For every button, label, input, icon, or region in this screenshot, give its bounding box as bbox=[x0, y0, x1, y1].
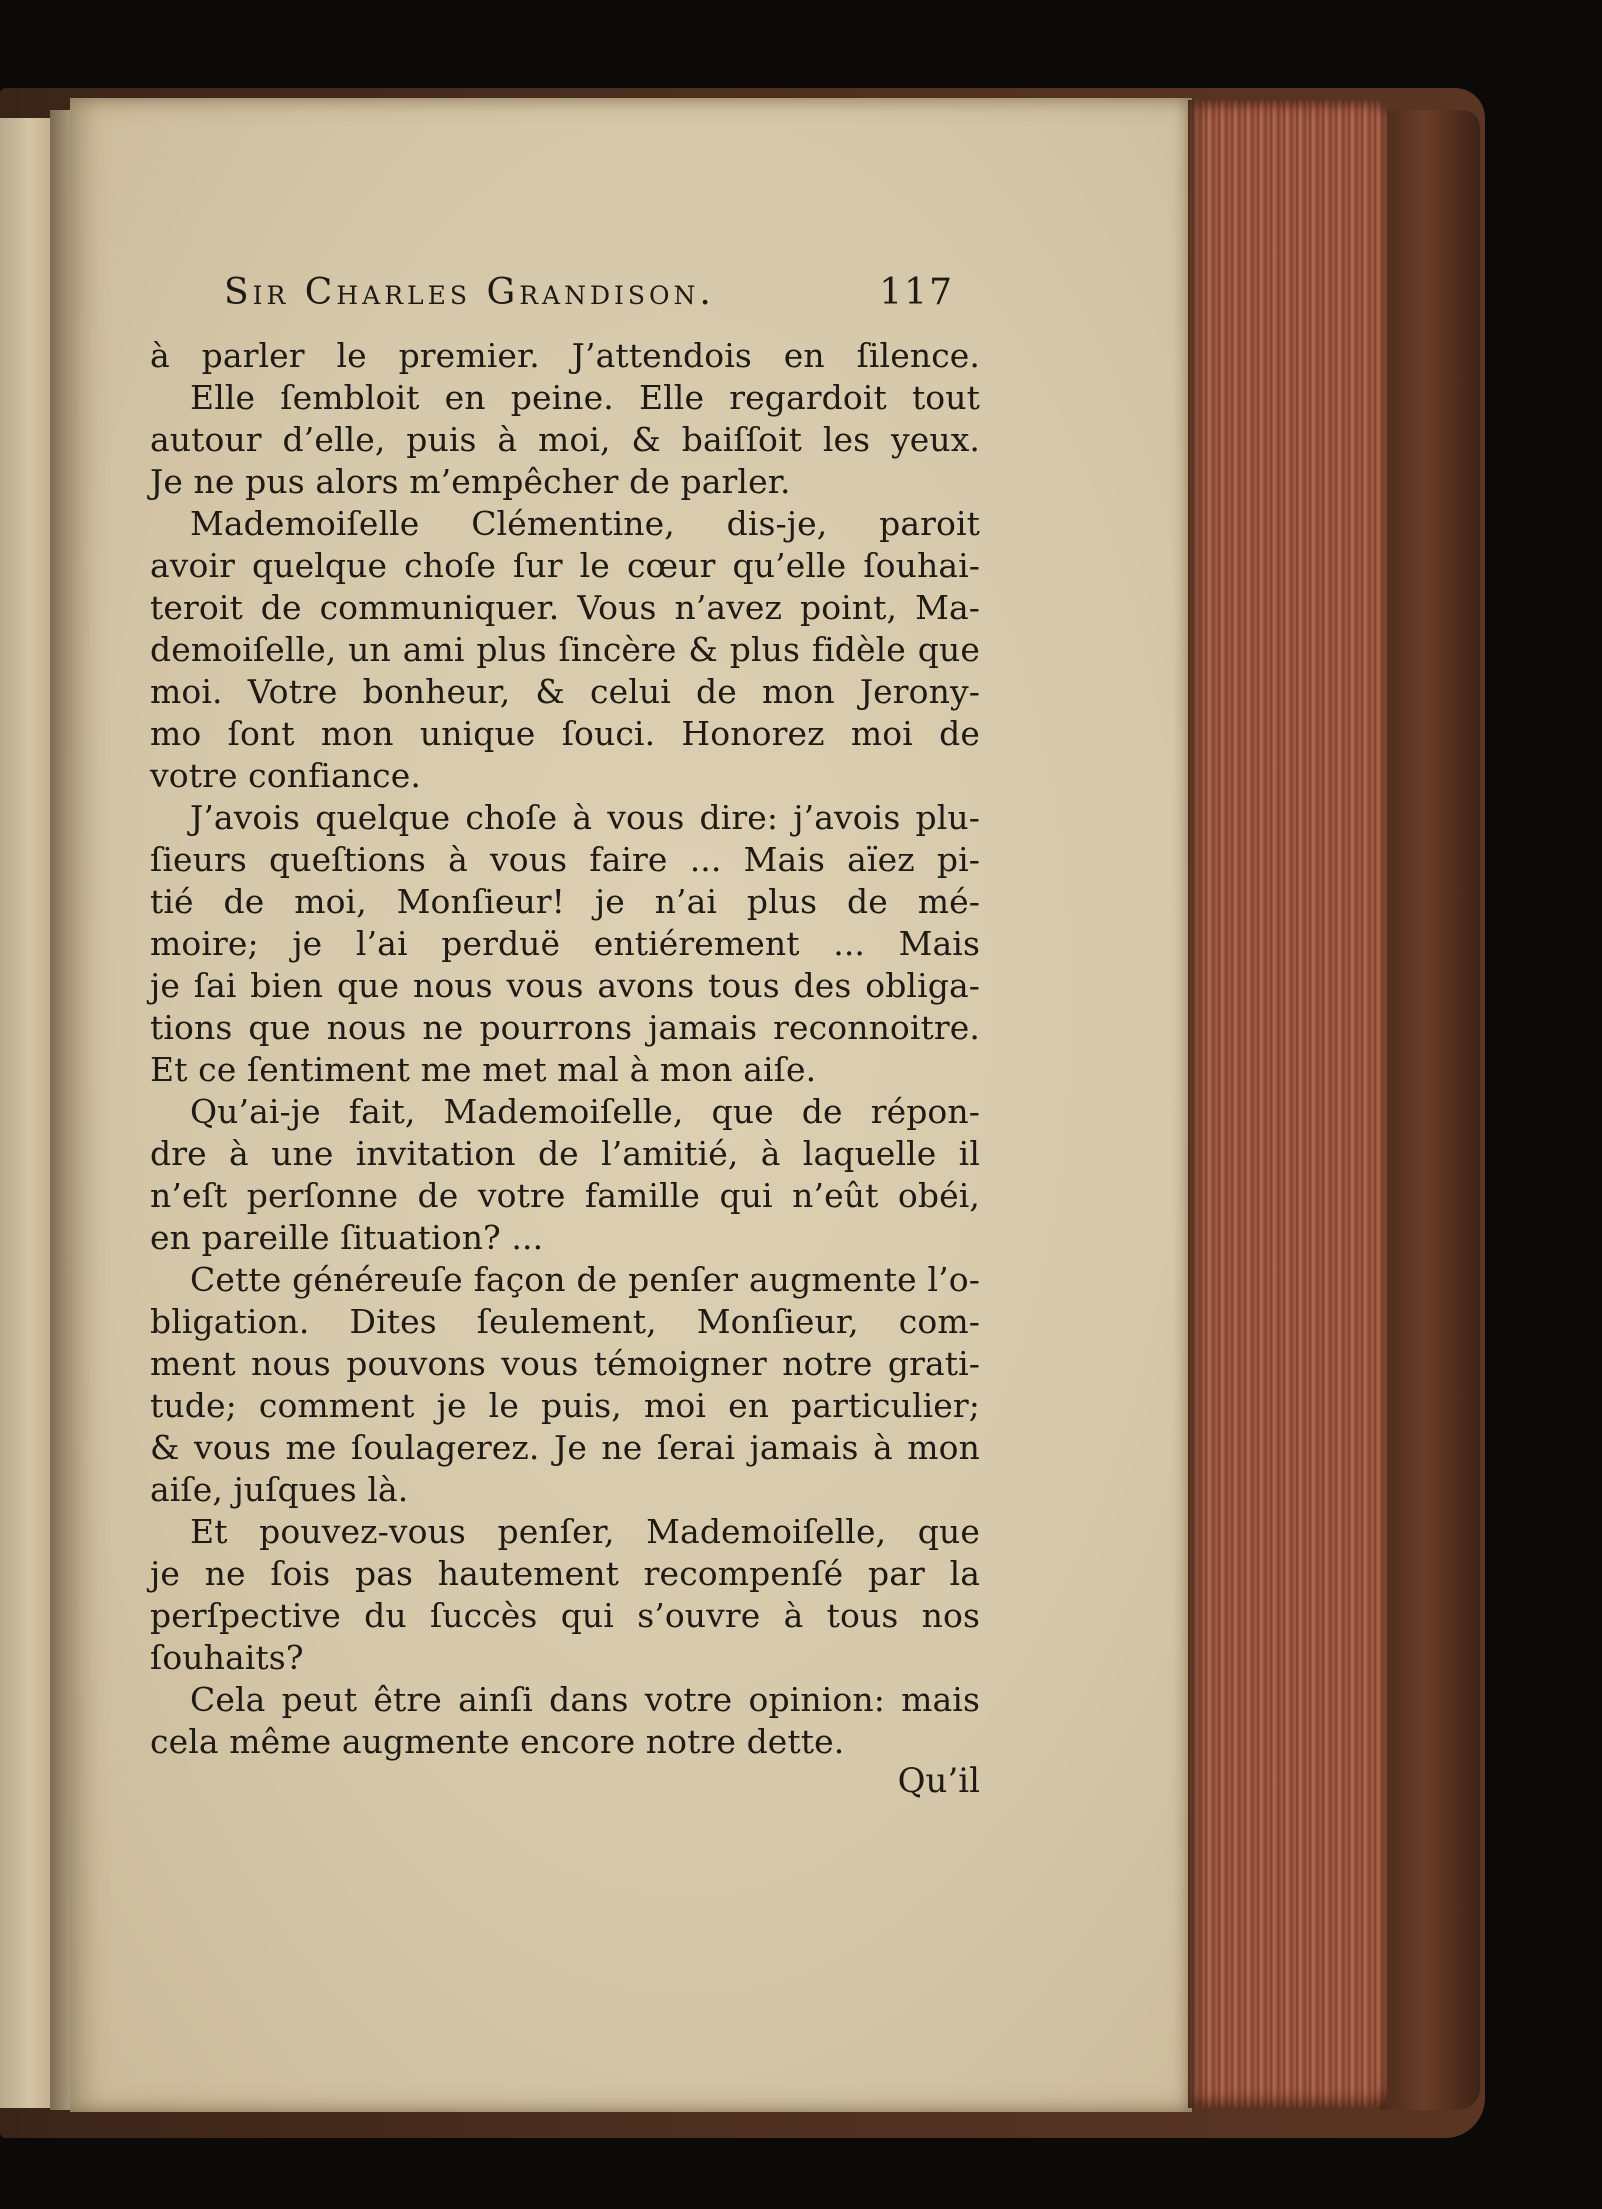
page-number: 117 bbox=[879, 272, 954, 313]
text-line: ment nous pouvons vous témoigner notre grati- bbox=[150, 1344, 980, 1383]
text-line: tions que nous ne pourrons jamais reconnoitre. bbox=[150, 1008, 980, 1047]
running-head bbox=[224, 272, 964, 322]
text-line: Je ne pus alors m’empêcher de parler. bbox=[150, 462, 791, 501]
text-line: bligation. Dites ſeulement, Monſieur, com- bbox=[150, 1302, 980, 1341]
text-line: Cela peut être ainſi dans votre opinion: mais bbox=[190, 1680, 980, 1719]
text-line: Cette généreuſe façon de penſer augmente l’o- bbox=[190, 1260, 980, 1299]
running-title: Sir Charles Grandison. bbox=[224, 272, 715, 313]
text-line: votre confiance. bbox=[150, 756, 421, 795]
text-line: je ſai bien que nous vous avons tous des obliga- bbox=[150, 966, 980, 1005]
text-line: moi. Votre bonheur, & celui de mon Jerony- bbox=[150, 672, 980, 711]
page-fore-edge bbox=[1188, 100, 1388, 2108]
text-line: cela même augmente encore notre dette. bbox=[150, 1722, 845, 1761]
text-line: mo ſont mon unique ſouci. Honorez moi de bbox=[150, 714, 980, 753]
facing-page-edge bbox=[0, 118, 53, 2108]
text-line: Et pouvez-vous penſer, Mademoiſelle, que bbox=[190, 1512, 980, 1551]
text-line: autour d’elle, puis à moi, & baiſſoit les yeux. bbox=[150, 420, 980, 459]
text-line: Et ce ſentiment me met mal à mon aiſe. bbox=[150, 1050, 817, 1089]
text-line: tié de moi, Monſieur! je n’ai plus de mé- bbox=[150, 882, 980, 921]
text-line: Mademoiſelle Clémentine, dis-je, paroit bbox=[190, 504, 980, 543]
text-line: aiſe, juſques là. bbox=[150, 1470, 409, 1509]
text-line: ſieurs queſtions à vous faire ... Mais aïez pi- bbox=[150, 840, 980, 879]
text-line: je ne ſois pas hautement recompenſé par la bbox=[150, 1554, 980, 1593]
fore-edge-shadow bbox=[1188, 100, 1206, 2108]
text-line: dre à une invitation de l’amitié, à laquelle il bbox=[150, 1134, 980, 1173]
text-line: à parler le premier. J’attendois en ſilence. bbox=[150, 336, 980, 375]
back-cover-board bbox=[1380, 110, 1480, 2110]
text-line: n’eſt perſonne de votre famille qui n’eût obéi, bbox=[150, 1176, 980, 1215]
text-line: ſouhaits? bbox=[150, 1638, 304, 1677]
text-line: J’avois quelque choſe à vous dire: j’avois plu- bbox=[190, 798, 980, 837]
text-line: Elle ſembloit en peine. Elle regardoit tout bbox=[190, 378, 980, 417]
text-line: Qu’ai-je fait, Mademoiſelle, que de répon- bbox=[190, 1092, 980, 1131]
text-line: tude; comment je le puis, moi en particulier; bbox=[150, 1386, 980, 1425]
text-line: teroit de communiquer. Vous n’avez point, Ma- bbox=[150, 588, 980, 627]
catchword: Qu’il bbox=[897, 1761, 980, 1801]
text-line: moire; je l’ai perduë entiérement ... Mais bbox=[150, 924, 980, 963]
text-line: en pareille ſituation? ... bbox=[150, 1218, 544, 1257]
text-line: perſpective du ſuccès qui s’ouvre à tous nos bbox=[150, 1596, 980, 1635]
text-line: demoiſelle, un ami plus ſincère & plus fidèle que bbox=[150, 630, 980, 669]
text-line: & vous me ſoulagerez. Je ne ſerai jamais à mon bbox=[150, 1428, 980, 1467]
text-line: avoir quelque choſe ſur le cœur qu’elle ſouhai- bbox=[150, 546, 980, 585]
